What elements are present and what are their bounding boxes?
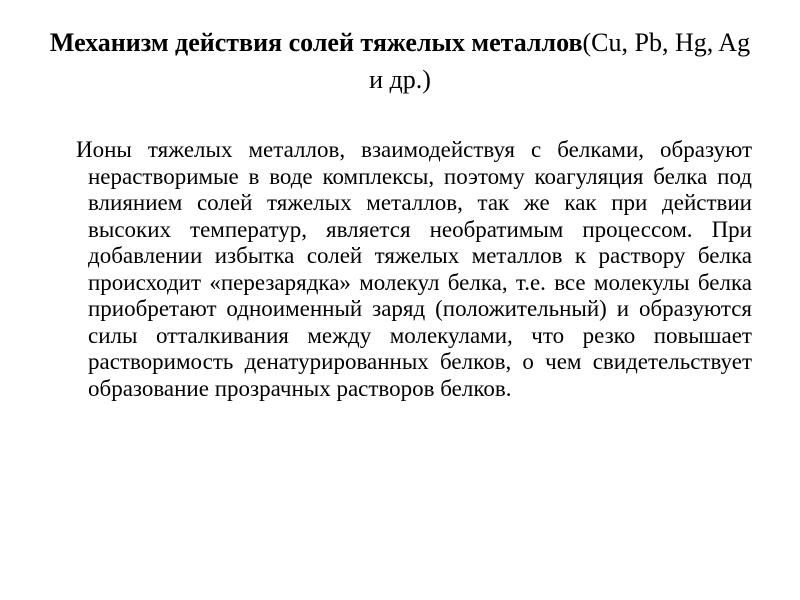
slide-body-text: Ионы тяжелых металлов, взаимодействуя с белками, образуют нерастворимые в воде комплексы, поэтому коагуляция белка под влиянием солей тяжелых металлов, так же как при действии высоких температур, является необратимым процессом. При добавлении избытка солей тяжелых металлов к раствору белка происходит «перезарядка» молекул белка, т.е. все молекулы белка приобретают одноименный заряд (положительный) и образуются силы отталкивания между молекулами, что резко повышает растворимость денатурированных белков, о чем свидетельствует образование прозрачных растворов белков. <box>76 137 752 401</box>
slide-title-regular: (Cu, Pb, Hg, Ag и др.) <box>369 28 751 94</box>
slide-title <box>40 24 760 98</box>
slide-title-bold: Механизм действия солей тяжелых металлов <box>49 28 583 57</box>
